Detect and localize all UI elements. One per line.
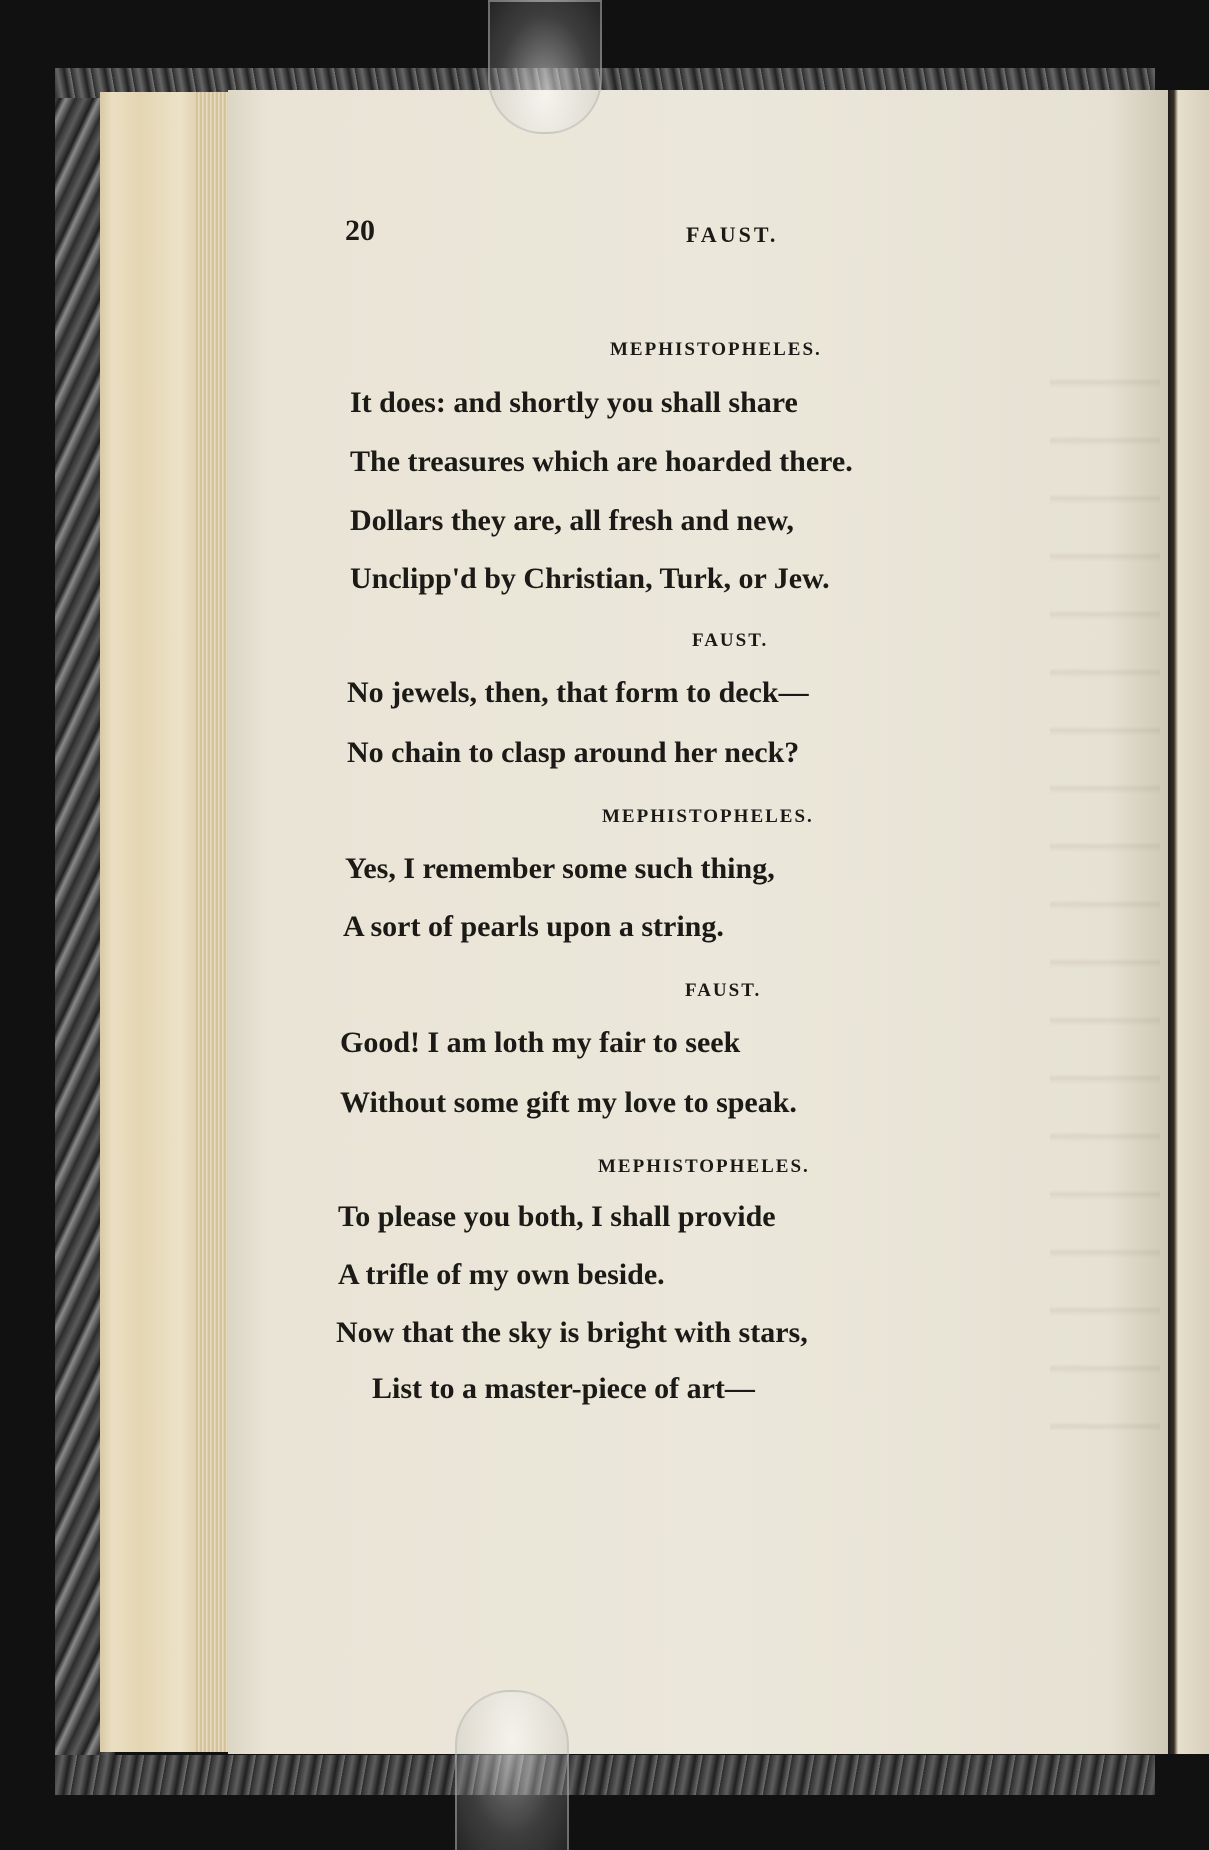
verse-line: Dollars they are, all fresh and new, — [350, 504, 794, 537]
verse-line: Good! I am loth my fair to seek — [340, 1026, 741, 1059]
marbled-cover-bottom — [55, 1755, 1155, 1795]
page-clip-top — [488, 0, 602, 134]
verse-line: List to a master-piece of art— — [372, 1372, 755, 1405]
verse-line: A sort of pearls upon a string. — [343, 910, 724, 943]
running-head: FAUST. — [686, 222, 779, 247]
verse-line: Unclipp'd by Christian, Turk, or Jew. — [350, 562, 830, 595]
speaker-name: MEPHISTOPHELES. — [598, 1156, 810, 1177]
verse-line: No jewels, then, that form to deck— — [347, 676, 809, 709]
verse-line: To please you both, I shall provide — [338, 1200, 776, 1233]
verse-line: Without some gift my love to speak. — [340, 1086, 797, 1119]
speaker-name: FAUST. — [685, 980, 762, 1001]
verse-line: It does: and shortly you shall share — [350, 386, 798, 419]
facing-page-edge — [1168, 90, 1209, 1754]
verse-line: No chain to clasp around her neck? — [347, 736, 800, 769]
speaker-name: MEPHISTOPHELES. — [610, 339, 822, 360]
verse-line: Yes, I remember some such thing, — [345, 852, 775, 885]
verse-line: A trifle of my own beside. — [338, 1258, 665, 1291]
show-through-text — [1050, 330, 1160, 1430]
verse-line: Now that the sky is bright with stars, — [336, 1316, 808, 1349]
page-clip-bottom — [455, 1690, 569, 1850]
speaker-name: FAUST. — [692, 630, 769, 651]
verse-line: The treasures which are hoarded there. — [350, 445, 853, 478]
page-edge-lines — [195, 92, 230, 1752]
page-number: 20 — [345, 214, 375, 247]
speaker-name: MEPHISTOPHELES. — [602, 806, 814, 827]
